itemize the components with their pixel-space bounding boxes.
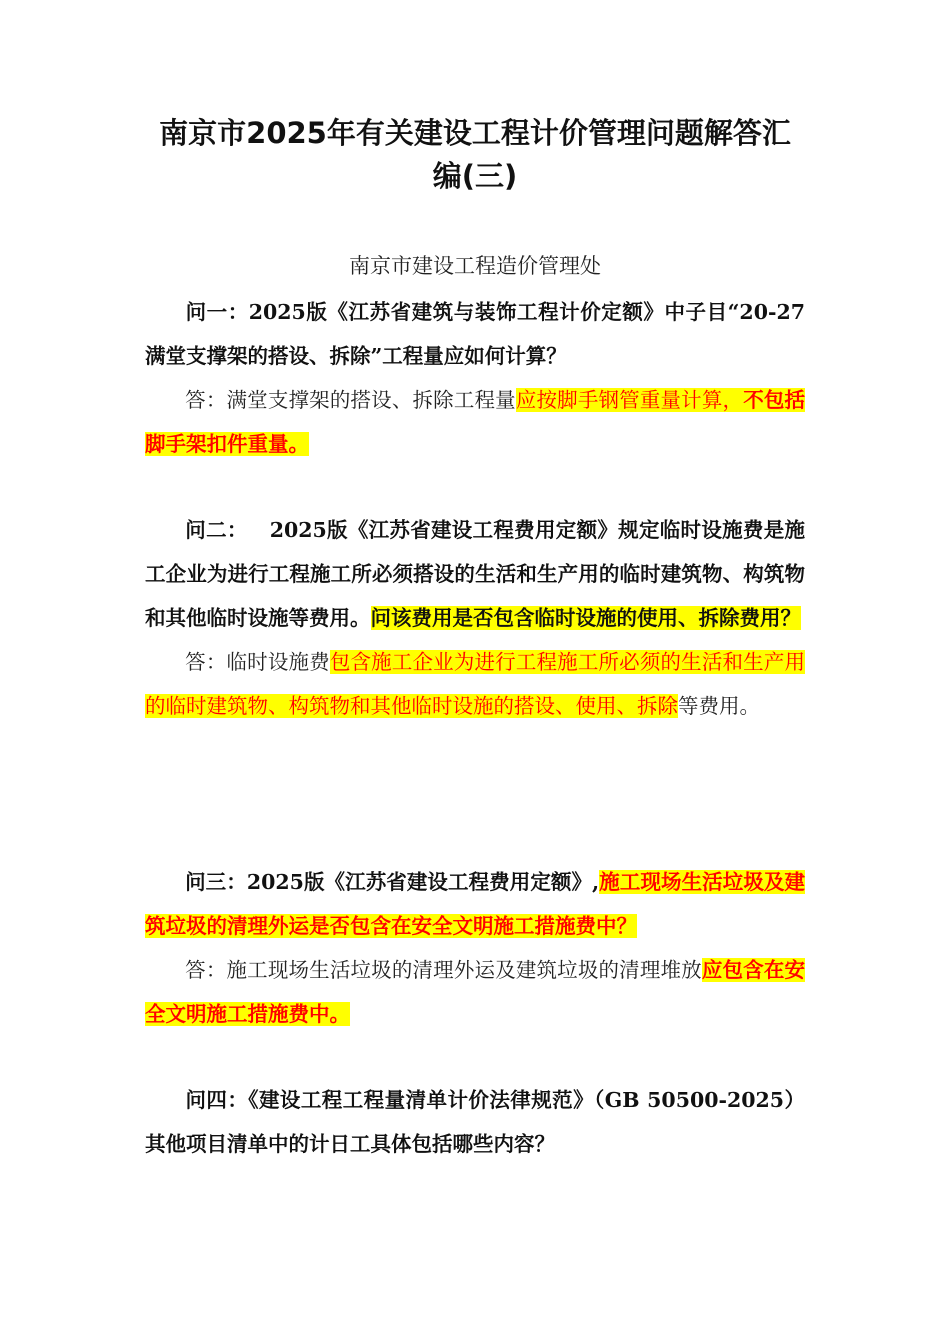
q1-question bbox=[145, 290, 805, 378]
q3-answer-highlight: 应包含在安全文明施工措施费中。 bbox=[145, 958, 806, 1026]
title-line-1: 南京市2025年有关建设工程计价管理问题解答汇 bbox=[159, 116, 791, 150]
q1-answer-highlight-bold: 不包括脚手架扣件重量。 bbox=[145, 388, 806, 456]
q1-answer bbox=[145, 378, 805, 466]
q4-question bbox=[145, 1078, 805, 1166]
q2-question bbox=[145, 508, 805, 640]
q1-answer-highlight: 应按脚手钢管重量计算， bbox=[515, 388, 744, 412]
q3-question-highlight: 施工现场生活垃圾及建筑垃圾的清理外运是否包含在安全文明施工措施费中？ bbox=[145, 870, 805, 938]
title-line-2: 编(三) bbox=[432, 159, 518, 193]
q1-question-text: 问一：2025版《江苏省建筑与装饰工程计价定额》中子目“20-27满堂支撑架的搭设、拆除”工程量应如何计算？ bbox=[145, 300, 805, 368]
q2-question-label: 问二： bbox=[185, 518, 248, 542]
q1-answer-plain: 答：满堂支撑架的搭设、拆除工程量 bbox=[185, 388, 516, 412]
q4-block bbox=[145, 1078, 805, 1166]
q2-answer-plain: 答：临时设施费 bbox=[185, 650, 330, 674]
document-title bbox=[140, 112, 810, 198]
q3-question-plain: 问三：2025版《江苏省建设工程费用定额》, bbox=[185, 870, 600, 894]
q3-answer-plain: 答：施工现场生活垃圾的清理外运及建筑垃圾的清理堆放 bbox=[185, 958, 702, 982]
q3-question bbox=[145, 860, 805, 948]
q2-block bbox=[145, 508, 805, 728]
q3-block bbox=[145, 860, 805, 1036]
q2-answer-highlight: 包含施工企业为进行工程施工所必须的生活和生产用的临时建筑物、构筑物和其他临时设施的搭设、使用、拆除 bbox=[145, 650, 806, 718]
q3-answer bbox=[145, 948, 805, 1036]
q2-answer-tail: 等费用。 bbox=[678, 694, 760, 718]
q4-question-text: 问四：《建设工程工程量清单计价法律规范》（GB 50500-2025）其他项目清单中的计日工具体包括哪些内容？ bbox=[145, 1088, 805, 1156]
q1-block bbox=[145, 290, 805, 466]
document-author: 南京市建设工程造价管理处 bbox=[349, 254, 601, 278]
q2-question-highlight: 问该费用是否包含临时设施的使用、拆除费用？ bbox=[370, 606, 801, 630]
q2-question-body: 2025版《江苏省建设工程费用定额》规定临时设施费是施工企业为进行工程施工所必须搭设的生活和生产用的临时建筑物、构筑物和其他临时设施等费用。 bbox=[145, 518, 806, 630]
q2-answer bbox=[145, 640, 805, 728]
